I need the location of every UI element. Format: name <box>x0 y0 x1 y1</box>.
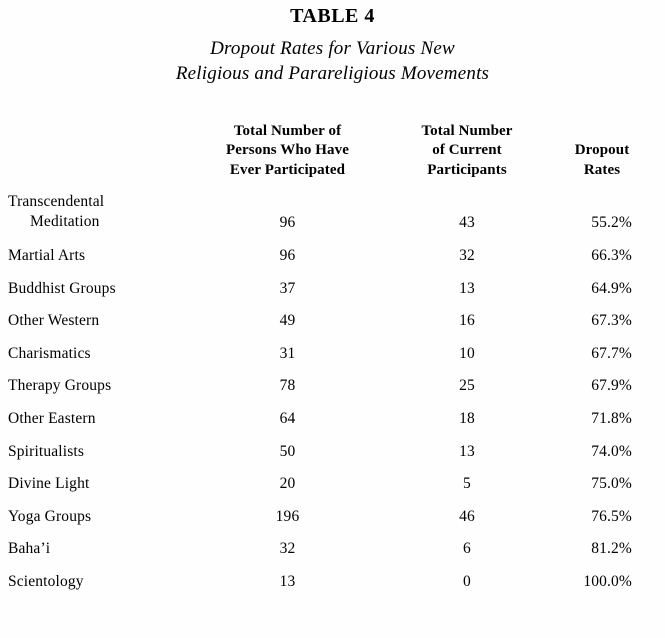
cell-dropout-rate: 75.0% <box>591 475 632 493</box>
column-header-dropout-rates-line-2: Rates <box>583 161 621 178</box>
cell-dropout-rate: 55.2% <box>591 214 632 231</box>
column-header-current-participants-line-2: of Current <box>432 142 502 158</box>
cell-dropout-rate: 76.5% <box>591 507 632 525</box>
cell-ever-participated: 37 <box>279 279 296 297</box>
table-row <box>0 507 665 540</box>
table-caption-line-1: Dropout Rates for Various New <box>210 38 455 59</box>
cell-current-participants: 25 <box>459 377 475 395</box>
row-label-line-1: Other Western <box>8 312 100 330</box>
cell-current-participants: 16 <box>459 312 475 330</box>
table-row <box>0 572 665 605</box>
table-row <box>0 192 665 246</box>
table-row <box>0 474 665 507</box>
column-header-current-participants-line-1: Total Number <box>421 122 513 139</box>
column-header-ever-participated-line-2: Persons Who Have <box>226 142 349 158</box>
cell-dropout-rate: 74.0% <box>591 442 632 460</box>
cell-dropout-rate: 67.7% <box>591 344 632 362</box>
row-label <box>8 344 91 364</box>
row-label <box>8 409 96 429</box>
table-row <box>0 409 665 442</box>
row-label <box>8 246 85 266</box>
row-label-line-1: Scientology <box>8 572 84 590</box>
cell-current-participants: 18 <box>459 409 475 427</box>
row-label <box>8 279 116 299</box>
cell-ever-participated: 50 <box>279 442 296 460</box>
cell-ever-participated: 31 <box>279 344 296 362</box>
table-caption-line-2: Religious and Parareligious Movements <box>175 63 490 84</box>
row-label-line-1: Other Eastern <box>8 409 96 427</box>
cell-dropout-rate: 81.2% <box>591 540 632 558</box>
cell-current-participants: 46 <box>459 507 475 525</box>
row-label <box>8 376 111 396</box>
cell-ever-participated: 32 <box>279 540 296 558</box>
cell-ever-participated: 20 <box>279 475 296 493</box>
table-row <box>0 246 665 279</box>
row-label-line-1: Yoga Groups <box>8 507 92 525</box>
cell-current-participants: 0 <box>463 572 471 590</box>
table-row <box>0 279 665 312</box>
column-header-ever-participated <box>190 122 385 181</box>
row-label-line-1: Bahaʼi <box>8 540 51 558</box>
cell-ever-participated: 96 <box>279 247 296 264</box>
cell-dropout-rate: 64.9% <box>591 279 632 297</box>
cell-current-participants: 13 <box>459 279 475 297</box>
table-row <box>0 442 665 475</box>
cell-ever-participated: 49 <box>279 312 296 330</box>
row-label <box>8 311 99 331</box>
row-label-line-1: Buddhist Groups <box>8 279 116 297</box>
cell-dropout-rate: 66.3% <box>591 247 632 264</box>
row-label-line-1: Spiritualists <box>8 442 85 460</box>
table-title-block <box>0 4 665 86</box>
table-body <box>0 192 665 605</box>
column-header-current-participants <box>392 122 542 181</box>
column-header-current-participants-line-3: Participants <box>427 161 507 178</box>
cell-current-participants: 6 <box>463 540 471 558</box>
cell-current-participants: 13 <box>459 442 475 460</box>
row-label <box>8 539 50 559</box>
cell-ever-participated: 64 <box>279 409 296 427</box>
table-column-headers <box>0 108 665 180</box>
column-header-dropout-rates <box>552 141 652 180</box>
cell-ever-participated: 78 <box>279 377 296 395</box>
cell-ever-participated: 13 <box>279 572 296 590</box>
row-label-line-1: Therapy Groups <box>8 377 112 395</box>
cell-dropout-rate: 100.0% <box>583 572 632 590</box>
row-label <box>8 507 91 527</box>
row-label-line-1: Charismatics <box>8 344 91 362</box>
cell-dropout-rate: 67.9% <box>591 377 632 395</box>
column-header-ever-participated-line-3: Ever Participated <box>229 161 346 178</box>
table-row <box>0 311 665 344</box>
column-header-dropout-rates-line-1: Dropout <box>574 142 630 158</box>
table-row <box>0 344 665 377</box>
cell-ever-participated: 196 <box>275 507 300 525</box>
cell-dropout-rate: 71.8% <box>591 409 632 427</box>
row-label <box>8 442 84 462</box>
row-label <box>8 192 104 232</box>
row-label <box>8 572 84 592</box>
cell-current-participants: 32 <box>459 247 475 264</box>
cell-current-participants: 43 <box>459 214 475 231</box>
row-label-line-1: Transcendental <box>8 193 105 210</box>
column-header-ever-participated-line-1: Total Number of <box>233 122 342 139</box>
cell-current-participants: 5 <box>463 475 471 493</box>
table-row <box>0 539 665 572</box>
row-label-line-1: Martial Arts <box>8 247 86 264</box>
row-label-line-2: Meditation <box>30 213 100 230</box>
table-number: TABLE 4 <box>290 5 375 27</box>
row-label-line-1: Divine Light <box>8 475 90 493</box>
table-caption <box>0 36 665 86</box>
cell-ever-participated: 96 <box>279 214 296 231</box>
cell-dropout-rate: 67.3% <box>591 312 632 330</box>
cell-current-participants: 10 <box>459 344 475 362</box>
table-row <box>0 376 665 409</box>
row-label <box>8 474 89 494</box>
